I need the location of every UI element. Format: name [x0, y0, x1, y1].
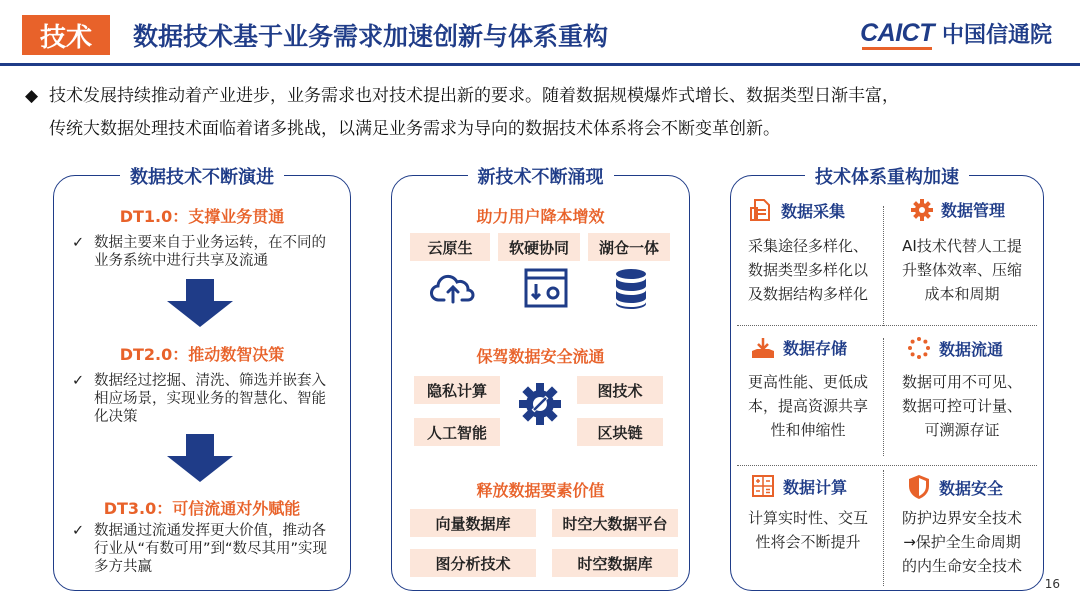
logo-cn: 中国信通院	[941, 23, 1052, 48]
cell-text-security: 防护边界安全技术 →保护全生命周期 的内生命安全技术	[901, 509, 1022, 575]
dt2-text: ✓ 数据经过挖掘、清洗、筛选并嵌套入相应场景，实现业务的智慧化、智能化决策	[72, 373, 326, 425]
dt1-heading: DT1.0：支撑业务贯通	[119, 207, 285, 226]
cell-head-management: 数据管理	[911, 198, 1005, 221]
cell-head-circulation: 数据流通	[907, 336, 1003, 360]
grid-divider	[883, 338, 884, 456]
circulation-icon	[907, 336, 931, 360]
chip-ai: 人工智能	[414, 418, 500, 446]
grid-divider	[883, 470, 884, 586]
dt3-heading: DT3.0：可信流通对外赋能	[103, 499, 301, 518]
storage-download-icon	[751, 337, 775, 359]
dt1-text: ✓ 数据主要来自于业务运转，在不同的业务系统中进行共享及流通	[72, 235, 326, 269]
gear-wrench-icon	[516, 380, 564, 428]
cell-text-storage: 更高性能、更低成 本，提高资源共享 性和伸缩性	[747, 373, 868, 439]
calculator-icon	[751, 474, 775, 498]
sec1-heading: 助力用户降本增效	[476, 207, 605, 226]
cell-head-storage: 数据存储	[751, 336, 847, 359]
chip-graph-analytics: 图分析技术	[410, 549, 536, 577]
panel-data-evolution	[53, 167, 351, 591]
panel3-title: 技术体系重构加速	[805, 167, 969, 188]
cell-text-computing: 计算实时性、交互 性将会不断提升	[747, 509, 868, 551]
chip-lakehouse: 湖仓一体	[588, 233, 670, 261]
logo-en: CAICT	[860, 19, 934, 47]
intro-line-1: 技术发展持续推动着产业进步，业务需求也对技术提出新的要求。随着数据规模爆炸式增长、数据类型日渐丰富，	[49, 86, 899, 106]
chip-spatiotemporal-platform: 时空大数据平台	[552, 509, 678, 537]
cell-head-collection: 数据采集	[749, 198, 845, 222]
chip-hw-sw: 软硬协同	[498, 233, 580, 261]
check-icon: ✓	[72, 235, 85, 251]
chip-cloud-native: 云原生	[410, 233, 490, 261]
page-number: 16	[1044, 577, 1060, 591]
panel1-title: 数据技术不断演进	[120, 167, 284, 188]
database-icon	[614, 268, 648, 310]
intro-paragraph	[25, 80, 1065, 146]
chip-spatiotemporal-db: 时空数据库	[552, 549, 678, 577]
sec2-heading: 保驾数据安全流通	[476, 347, 605, 366]
chip-graph-tech: 图技术	[577, 376, 663, 404]
sec3-heading: 释放数据要素价值	[476, 481, 605, 500]
section-tag: 技术	[22, 15, 110, 55]
cell-head-security: 数据安全	[907, 474, 1003, 500]
caict-logo	[860, 18, 1052, 49]
shield-icon	[907, 474, 931, 500]
arrow-down-icon	[167, 434, 233, 482]
cell-text-collection: 采集途径多样化、 数据类型多样化以 及数据结构多样化	[747, 237, 868, 303]
cell-head-computing: 数据计算	[751, 474, 847, 498]
panel-architecture	[730, 167, 1044, 591]
dt2-heading: DT2.0：推动数智决策	[119, 345, 285, 364]
check-icon: ✓	[72, 523, 85, 539]
diamond-bullet-icon: ◆	[25, 86, 39, 106]
slide-header	[0, 0, 1080, 64]
grid-divider	[883, 206, 884, 326]
cell-text-circulation: 数据可用不可见、 数据可控可计量、 可溯源存证	[901, 373, 1022, 439]
header-divider	[0, 63, 1080, 66]
chip-blockchain: 区块链	[577, 418, 663, 446]
grid-divider	[737, 465, 1037, 466]
panel2-title: 新技术不断涌现	[468, 167, 614, 188]
gear-icon	[911, 199, 933, 221]
check-icon: ✓	[72, 373, 85, 389]
settings-window-icon	[524, 268, 568, 308]
slide-title: 数据技术基于业务需求加速创新与体系重构	[133, 22, 609, 51]
intro-line-2: 传统大数据处理技术面临着诸多挑战，以满足业务需求为导向的数据技术体系将会不断变革创新。	[49, 119, 780, 139]
cloud-sync-icon	[430, 272, 476, 308]
grid-divider	[737, 325, 1037, 326]
panel-new-tech	[391, 167, 690, 591]
collection-icon	[749, 198, 773, 222]
arrow-down-icon	[167, 279, 233, 327]
dt3-text: ✓ 数据通过流通发挥更大价值，推动各行业从“有数可用”到“数尽其用”实现多方共赢	[72, 523, 328, 575]
chip-vector-db: 向量数据库	[410, 509, 536, 537]
cell-text-management: AI技术代替人工提 升整体效率、压缩 成本和周期	[901, 237, 1022, 303]
chip-privacy-computing: 隐私计算	[414, 376, 500, 404]
